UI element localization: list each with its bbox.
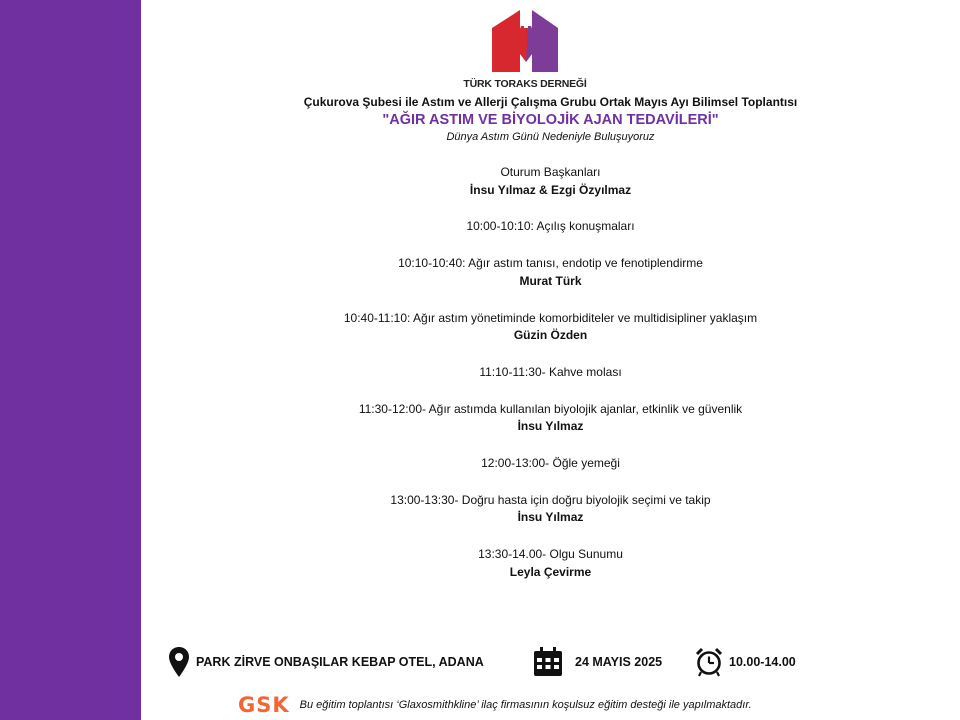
turk-toraks-logo xyxy=(462,6,588,96)
location-pin-icon xyxy=(168,646,190,678)
session-speaker: Güzin Özden xyxy=(513,328,588,343)
session-title: 10:10-10:40: Ağır astım tanısı, endotip ve fenotiplendirme xyxy=(398,256,703,271)
subtitle: Dünya Astım Günü Nedeniyle Buluşuyoruz xyxy=(446,131,655,143)
date-info xyxy=(533,644,662,680)
time-text: 10.00-14.00 xyxy=(729,655,796,669)
spacer xyxy=(141,382,960,401)
event-info-row xyxy=(168,644,868,680)
chairs-label: Oturum Başkanları xyxy=(500,165,601,179)
time-info xyxy=(695,644,796,680)
calendar-icon xyxy=(533,647,563,677)
session-title: 10:40-11:10: Ağır astım yönetiminde komorbiditeler ve multidisipliner yaklaşım xyxy=(343,310,758,325)
spacer xyxy=(141,236,960,255)
spacer xyxy=(141,199,960,218)
gsk-logo: GSK xyxy=(238,693,290,717)
main-title: "AĞIR ASTIM VE BİYOLOJİK AJAN TEDAVİLERİ" xyxy=(382,112,719,128)
session-title: 13:30-14.00- Olgu Sunumu xyxy=(478,547,623,562)
purple-sidebar xyxy=(0,0,141,720)
logo-text: TÜRK TORAKS DERNEĞİ xyxy=(463,78,587,90)
alarm-clock-icon xyxy=(695,647,723,677)
session-speaker: Murat Türk xyxy=(519,273,582,288)
session-title: 11:10-11:30- Kahve molası xyxy=(479,364,622,379)
meeting-title: Çukurova Şubesi ile Astım ve Allerji Çalışma Grubu Ortak Mayıs Ayı Bilimsel Toplantısı xyxy=(303,95,798,109)
spacer xyxy=(141,291,960,310)
session-speaker: İnsu Yılmaz xyxy=(517,510,584,525)
location-info xyxy=(168,644,484,680)
session-title: 10:00-10:10: Açılış konuşmaları xyxy=(466,219,635,234)
session-title: 13:00-13:30- Doğru hasta için doğru biyolojik seçimi ve takip xyxy=(390,492,711,507)
spacer xyxy=(141,145,960,164)
spacer xyxy=(141,473,960,492)
session-title: 11:30-12:00- Ağır astımda kullanılan biyolojik ajanlar, etkinlik ve güvenlik xyxy=(358,401,743,416)
chairs-names: İnsu Yılmaz & Ezgi Özyılmaz xyxy=(469,182,632,197)
session-speaker: Leyla Çevirme xyxy=(509,564,592,579)
sponsor-note: Bu eğitim toplantısı ‘Glaxosmithkline’ ilaç firmasının koşulsuz eğitim desteği ile yapılmaktadır. xyxy=(299,699,752,711)
spacer xyxy=(141,345,960,364)
date-text: 24 MAYIS 2025 xyxy=(575,655,663,669)
program-content xyxy=(141,94,960,582)
spacer xyxy=(141,436,960,455)
sponsor-row xyxy=(238,692,752,718)
lungs-logo-icon xyxy=(488,6,562,74)
location-text: PARK ZİRVE ONBAŞILAR KEBAP OTEL, ADANA xyxy=(196,655,484,669)
session-speaker: İnsu Yılmaz xyxy=(517,419,584,434)
session-title: 12:00-13:00- Öğle yemeği xyxy=(481,456,620,471)
spacer xyxy=(141,527,960,546)
